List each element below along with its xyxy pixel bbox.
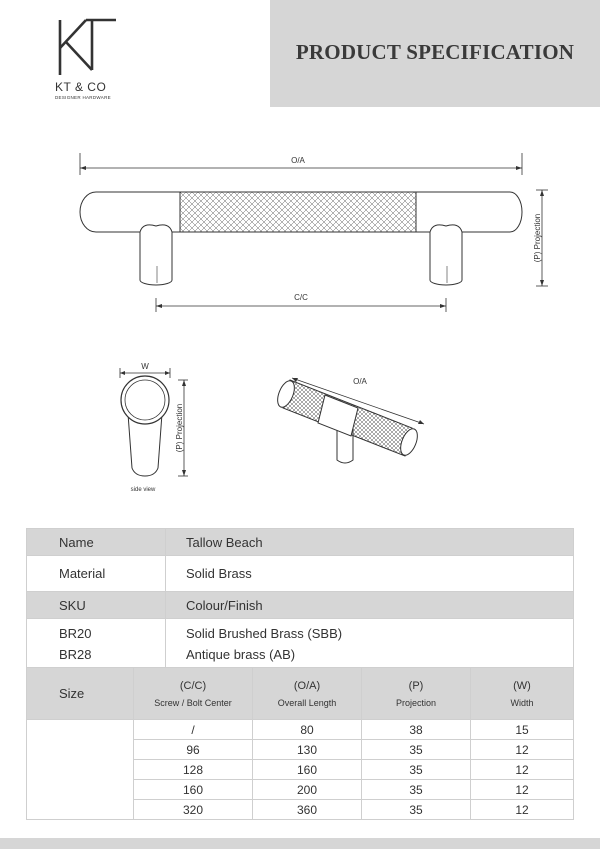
cell-w: 15 bbox=[471, 720, 574, 740]
cell-w: 12 bbox=[471, 780, 574, 800]
size-label: Size bbox=[27, 668, 134, 720]
cell-w: 12 bbox=[471, 800, 574, 820]
cell-cc: 128 bbox=[134, 760, 253, 780]
cell-w: 12 bbox=[471, 760, 574, 780]
projection-dimension bbox=[533, 190, 548, 286]
iso-oa-label: O/A bbox=[353, 377, 367, 386]
projection-label: (P) Projection bbox=[533, 213, 542, 263]
cell-w: 12 bbox=[471, 740, 574, 760]
cell-p: 35 bbox=[362, 760, 471, 780]
brand-name: KT & CO bbox=[55, 80, 107, 94]
cell-cc: 96 bbox=[134, 740, 253, 760]
cc-label: C/C bbox=[294, 293, 308, 302]
material-label: Material bbox=[27, 556, 166, 592]
finish-item: Antique brass (AB) bbox=[186, 646, 296, 662]
cell-oa: 130 bbox=[253, 740, 362, 760]
sku-code: BR20 bbox=[59, 625, 92, 641]
sku-value: Colour/Finish bbox=[166, 592, 574, 619]
size-blank-cell bbox=[27, 720, 134, 820]
size-table-header bbox=[27, 668, 574, 720]
cell-p: 38 bbox=[362, 720, 471, 740]
handle-isometric-view bbox=[274, 377, 424, 463]
brand-tagline: DESIGNER HARDWARE bbox=[55, 95, 111, 100]
col-header-w: (W) Width bbox=[471, 668, 574, 720]
side-projection-label: (P) Projection bbox=[175, 403, 184, 453]
sku-label: SKU bbox=[27, 592, 166, 619]
material-value: Solid Brass bbox=[166, 556, 574, 592]
size-table bbox=[26, 667, 574, 820]
spec-table bbox=[26, 528, 574, 669]
cell-oa: 200 bbox=[253, 780, 362, 800]
footer-bar bbox=[0, 838, 600, 849]
handle-side-view bbox=[120, 362, 188, 493]
page-title: PRODUCT SPECIFICATION bbox=[295, 40, 575, 64]
centre-dimension bbox=[156, 293, 446, 312]
cell-oa: 360 bbox=[253, 800, 362, 820]
cell-oa: 160 bbox=[253, 760, 362, 780]
spec-row-sku bbox=[27, 592, 574, 619]
cell-oa: 80 bbox=[253, 720, 362, 740]
cell-p: 35 bbox=[362, 740, 471, 760]
sku-list bbox=[27, 619, 166, 669]
overall-length-dimension bbox=[80, 153, 522, 175]
col-header-p: (P) Projection bbox=[362, 668, 471, 720]
sku-code: BR28 bbox=[59, 646, 92, 662]
name-value: Tallow Beach bbox=[166, 529, 574, 556]
table-row bbox=[27, 720, 574, 740]
oa-label: O/A bbox=[291, 156, 305, 165]
cell-cc: 320 bbox=[134, 800, 253, 820]
name-label: Name bbox=[27, 529, 166, 556]
cell-cc: / bbox=[134, 720, 253, 740]
spec-row-finishes bbox=[27, 619, 574, 669]
cell-p: 35 bbox=[362, 800, 471, 820]
handle-front-view bbox=[80, 192, 522, 285]
spec-row-material bbox=[27, 556, 574, 592]
cell-p: 35 bbox=[362, 780, 471, 800]
finish-item: Solid Brushed Brass (SBB) bbox=[186, 625, 343, 641]
cell-cc: 160 bbox=[134, 780, 253, 800]
finish-list bbox=[166, 619, 574, 669]
col-header-cc: (C/C) Screw / Bolt Center bbox=[134, 668, 253, 720]
side-view-caption: side view bbox=[130, 487, 156, 493]
width-label: W bbox=[141, 362, 149, 371]
spec-row-name bbox=[27, 529, 574, 556]
col-header-oa: (O/A) Overall Length bbox=[253, 668, 362, 720]
